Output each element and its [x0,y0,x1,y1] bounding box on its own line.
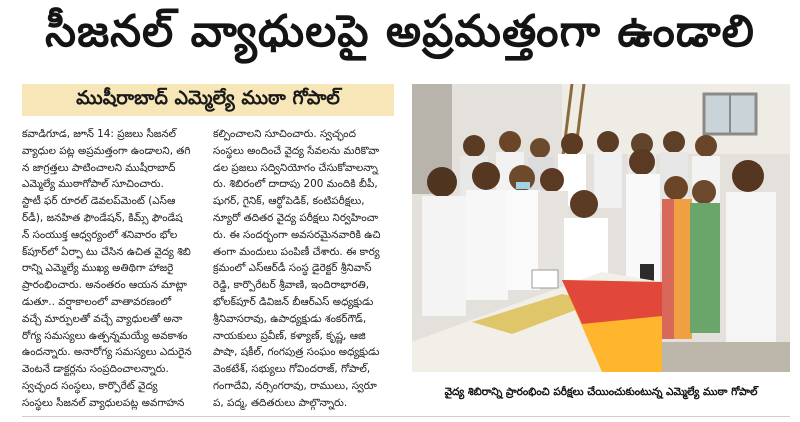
article-line: ఎమ్మెల్యే ముఠాగోపాల్ సూచించారు. [22,178,164,191]
article-line: న్ సంయుక్త ఆధ్వర్యంలో శనివారం భోల [22,228,178,241]
article-line: రెడ్డి, కార్పొరేటర్ శ్రీవాణి, ఇందిరాభారతి, [213,279,370,292]
news-photo [412,84,790,372]
article-line: శ్రీనివాసరావు, ఉపాధ్యక్షుడు శంకర్‌గౌడ్, [213,312,367,325]
article-line: రోగ్య సమస్యలు ఉత్పన్నమయ్యే అవకాశం [22,329,188,342]
subheadline: ముషీరాబాద్ ఎమ్మెల్యే ముఠా గోపాల్ [22,84,394,116]
article-line: రు. శిబిరంలో దాదాపు 200 మందికి బీపీ, [213,178,378,191]
article-line: డల ప్రజలు సద్వినియోగం చేసుకోవాలన్నా [213,161,378,174]
article-line: ప, పద్మ, తదితరులు పాల్గొన్నారు. [213,396,348,409]
article-line: భోలక్‌పూర్ డివిజన్ బీఆర్ఎస్ అధ్యక్షుడు [213,295,374,308]
article-line: న జాగ్రత్తలు పాటించాలని ముషీరాబాద్ [22,161,176,174]
article-line: రాన్ని ఎమ్మెల్యే ముఖ్య అతిథిగా హాజరై [22,262,174,275]
article-line: రు. ఈ సందర్భంగా అవసరమైనవారికి ఉచి [213,228,381,241]
article-line: ప్రారంభించారు. అనంతరం ఆయన మాట్లా [22,279,187,292]
article-line: గంగాదేవి, నర్సింగరావు, రాములు, స్వరూ [213,379,377,392]
headline: సీజనల్ వ్యాధులపై అప్రమత్తంగా ఉండాలి [45,6,755,57]
news-photo-illustration [412,84,790,372]
bottom-divider [22,416,790,417]
article-line: కల్పించాలని సూచించారు. స్వచ్ఛంద [213,128,356,140]
article-line: న్యూరో తదితర వైద్య పరీక్షలు నిర్వహించా [213,211,379,224]
article-line: షుగర్, గైనిక్, ఆర్థోపెడిక్, కంటిపరీక్షలు, [213,195,365,208]
article-line: వ్యాధుల పట్ల అప్రమత్తంగా ఉండాలని, తగి [22,144,191,157]
article-line: నాయకులు ప్రవీణ్, కళ్యాణ్, కృష్ణ, ఆజి [213,329,366,342]
article-line: సంస్థలు సీజనల్ వ్యాధులపట్ల అవగాహన [22,396,185,409]
photo-caption: వైద్య శిబిరాన్ని ప్రారంభించి పరీక్షలు చేయించుకుంటున్న ఎమ్మెల్యే ముఠా గోపాల్ [444,385,758,398]
article-line: స్టాటీ ఫర్ రూరల్ డెవలప్‌మెంట్ (ఎస్ఆ [22,195,176,208]
article-line: తంగా మందులు పంపిణీ చేశారు. ఈ కార్య [213,245,380,258]
article-column-left [22,126,204,412]
article-line: వెంకటేశ్, సభ్యులు గోవిందరాజ్, గోపాల్, [213,363,371,376]
article-line: వచ్చే మార్పులతో వచ్చే వ్యాధులతో అనా [22,312,183,325]
article-line: క్‌పూర్‌లో ఏర్పా టు చేసిన ఉచిత వైద్య శిబి [22,245,191,258]
article-line: పాషా, షకీల్, గంగపుత్ర సంఘం అధ్యక్షుడు [213,346,380,359]
article-line: వెంటనే డాక్టర్లను సంప్రదించాలన్నారు. [22,363,169,376]
article-line: ర్‌డీ), జనహిత ఫౌండేషన్, కిమ్స్ ఫౌండేష [22,211,183,224]
article-line: సంస్థలు అందించే వైద్య సేవలను మరికొవా [213,144,380,157]
article-line: స్వచ్ఛంద సంస్థలు, కార్పొరేట్ వైద్య [22,379,158,392]
article-column-right [213,126,395,412]
article-line: డుతూ.. వర్షాకాలంలో వాతావరణంలో [22,295,172,308]
article-line: కవాడిగూడ, జూన్ 14: ప్రజలు సీజనల్ [22,128,176,140]
article-line: క్రమంలో ఎస్ఆర్‌డీ సంస్థ డైరెక్టర్ శ్రీనివాస్ [213,262,372,275]
article-line: ఉందన్నారు. అనారోగ్య సమస్యలు ఎదురైన [22,346,192,359]
